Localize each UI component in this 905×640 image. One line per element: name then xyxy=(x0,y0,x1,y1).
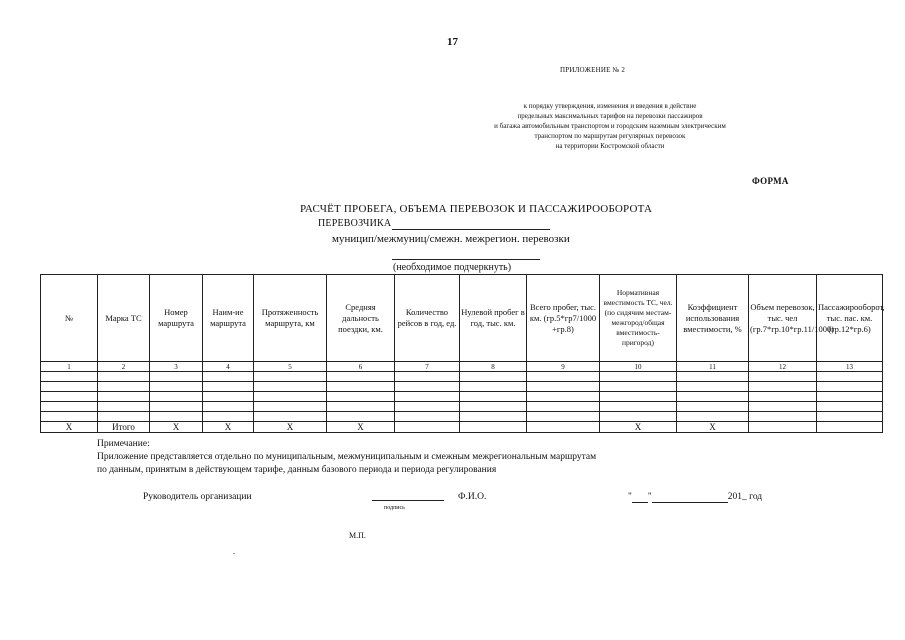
route-types: муницип/межмуниц/смежн. межрегион. перевозки xyxy=(332,233,570,245)
director-label: Руководитель организации xyxy=(143,492,252,502)
column-header: Объем перевозок, тыс. чел (гр.7*гр.10*гр.11/1000) xyxy=(749,275,817,362)
column-header: Наим-ие маршрута xyxy=(203,275,254,362)
column-number: 10 xyxy=(600,362,677,372)
column-header: Количество рейсов в год, ед. xyxy=(395,275,460,362)
underline-note: (необходимое подчеркнуть) xyxy=(393,262,512,273)
table-row xyxy=(41,402,883,412)
reference-line: предельных максимальных тарифов на перевозки пассажиров xyxy=(517,112,703,120)
total-cell: Х xyxy=(327,422,395,433)
total-cell: Х xyxy=(677,422,749,433)
column-number-row xyxy=(41,362,883,372)
total-cell xyxy=(817,422,883,433)
column-number: 11 xyxy=(677,362,749,372)
column-number: 4 xyxy=(203,362,254,372)
header-row xyxy=(41,275,883,362)
column-number: 9 xyxy=(527,362,600,372)
column-number: 1 xyxy=(41,362,98,372)
table-row xyxy=(41,372,883,382)
reference-line: на территории Костромской области xyxy=(555,142,665,150)
column-number: 2 xyxy=(98,362,150,372)
note-line: Приложение представляется отдельно по муниципальным, межмуниципальным и смежным межрегиональным маршрутам xyxy=(97,452,597,462)
note-line: по данным, принятым в действующем тарифе, данным базового периода и периода регулирования xyxy=(97,465,497,475)
carrier-blank-line xyxy=(392,229,550,230)
date-year: 201_ год xyxy=(727,492,763,502)
column-header: Протяженность маршрута, км xyxy=(254,275,327,362)
date-quote-open: " xyxy=(628,492,632,502)
total-cell xyxy=(460,422,527,433)
note-title: Примечание: xyxy=(97,439,150,449)
reference-line: и багажа автомобильным транспортом и городским наземным электрическим xyxy=(494,122,726,130)
date-day-blank xyxy=(632,492,648,503)
page-number: 17 xyxy=(447,36,458,48)
total-cell: Х xyxy=(41,422,98,433)
route-types-blank-line xyxy=(392,259,540,260)
total-cell xyxy=(527,422,600,433)
note-block xyxy=(97,438,596,477)
column-header: Всего пробег, тыс. км. (гр.5*гр7/1000 +гр.8) xyxy=(527,275,600,362)
column-number: 6 xyxy=(327,362,395,372)
scan-speck xyxy=(233,553,235,554)
total-cell: Итого xyxy=(98,422,150,433)
column-header: Марка ТС xyxy=(98,275,150,362)
appendix-label: ПРИЛОЖЕНИЕ № 2 xyxy=(560,66,626,74)
column-header: Средняя дальность поездки, км. xyxy=(327,275,395,362)
column-number: 8 xyxy=(460,362,527,372)
column-header: Номер маршрута xyxy=(150,275,203,362)
column-number: 13 xyxy=(817,362,883,372)
table-row xyxy=(41,392,883,402)
total-cell: Х xyxy=(254,422,327,433)
total-cell: Х xyxy=(600,422,677,433)
reference-line: транспортом по маршрутам регулярных перевозок xyxy=(534,132,686,140)
total-cell: Х xyxy=(150,422,203,433)
document-title: РАСЧЁТ ПРОБЕГА, ОБЪЕМА ПЕРЕВОЗОК И ПАССАЖИРООБОРОТА xyxy=(300,203,653,215)
mileage-table xyxy=(40,274,883,433)
date-field xyxy=(628,492,762,503)
form-label: ФОРМА xyxy=(752,176,789,186)
total-cell xyxy=(749,422,817,433)
reference-line: к порядку утверждения, изменения и введения в действие xyxy=(523,102,697,110)
column-number: 3 xyxy=(150,362,203,372)
total-cell xyxy=(395,422,460,433)
table-row xyxy=(41,382,883,392)
fio-label: Ф.И.О. xyxy=(458,492,487,502)
reference-block xyxy=(430,101,790,151)
date-month-blank xyxy=(652,492,728,503)
column-number: 5 xyxy=(254,362,327,372)
column-number: 12 xyxy=(749,362,817,372)
column-header: Пассажирооборот, тыс. пас. км. (гр.12*гр.6) xyxy=(817,275,883,362)
column-number: 7 xyxy=(395,362,460,372)
table-row xyxy=(41,412,883,422)
column-header: Нормативная вместимость ТС, чел. (по сидячим местам-межгород/общая вместимость-пригород) xyxy=(600,275,677,362)
carrier-label: ПЕРЕВОЗЧИКА xyxy=(318,218,392,229)
column-header: Коэффициент использования вместимости, % xyxy=(677,275,749,362)
signature-caption: подпись xyxy=(384,505,405,511)
total-cell: Х xyxy=(203,422,254,433)
column-header: № xyxy=(41,275,98,362)
signature-line xyxy=(372,500,444,501)
seal-label: М.П. xyxy=(349,531,366,540)
date-quote-close: " xyxy=(647,492,652,502)
total-row xyxy=(41,422,883,433)
column-header: Нулевой пробег в год, тыс. км. xyxy=(460,275,527,362)
